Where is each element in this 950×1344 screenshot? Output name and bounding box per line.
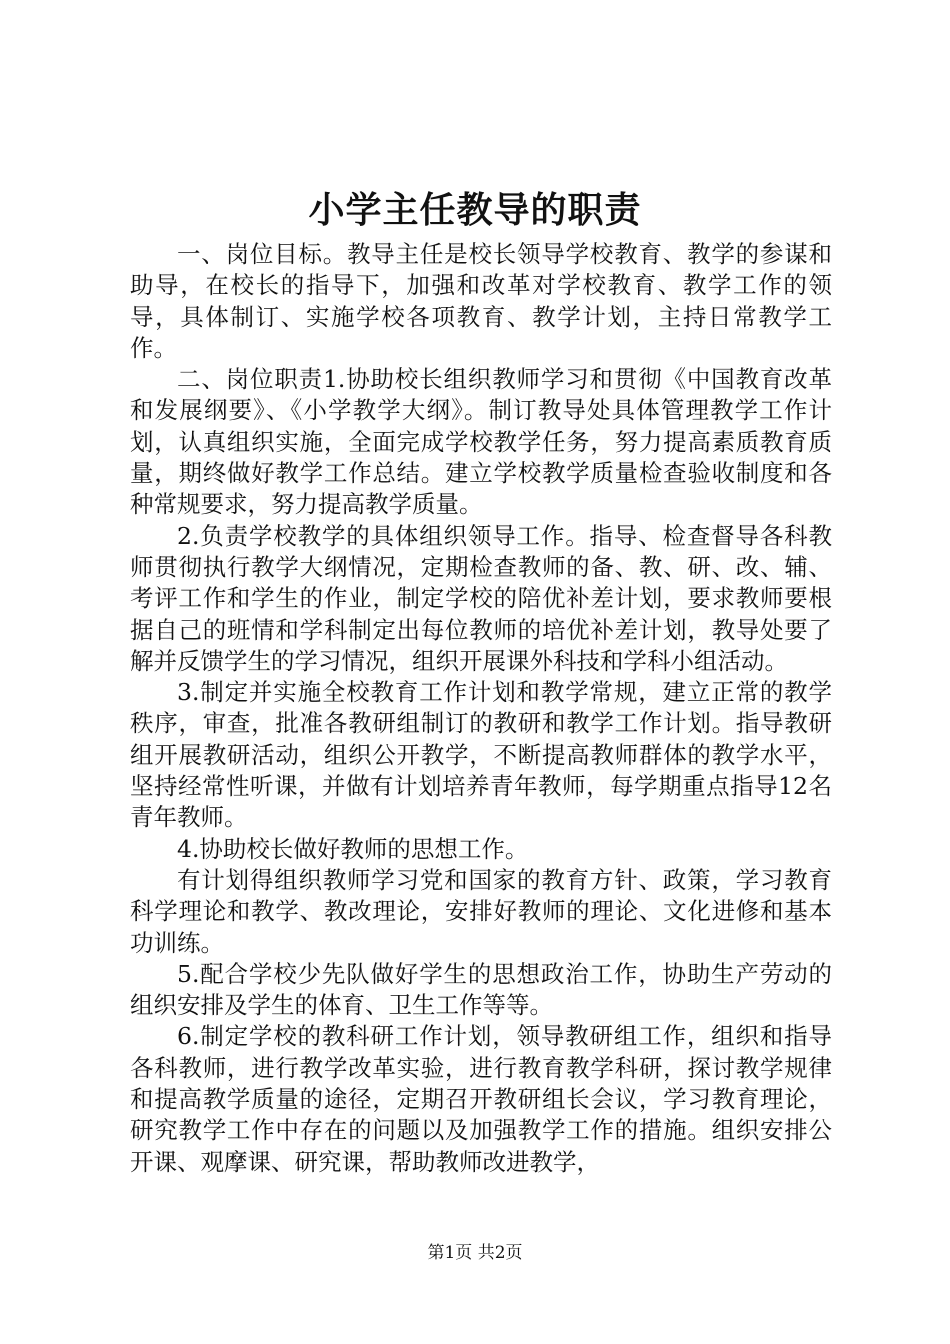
paragraph-duty-2: 2.负责学校教学的具体组织领导工作。指导、检查督导各科教师贯彻执行教学大纲情况，定期检查教师的备、教、研、改、辅、考评工作和学生的作业，制定学校的陪优补差计划，要求教师要根据自己的班情和学科制定出每位教师的培优补差计划，教导处要了解并反馈学生的学习情况，组织开展课外科技和学科小组活动。 [130,521,832,675]
paragraph-duty-6: 6.制定学校的教科研工作计划，领导教研组工作，组织和指导各科教师，进行教学改革实验，进行教育教学科研，探讨教学规律和提高教学质量的途径，定期召开教研组长会议，学习教育理论，研究教学工作中存在的问题以及加强教学工作的措施。组织安排公开课、观摩课、研究课，帮助教师改进教学， [130,1022,832,1176]
paragraph-duty-1: 二、岗位职责1.协助校长组织教师学习和贯彻《中国教育改革和发展纲要》、《小学教学大纲》。制订教导处具体管理教学工作计划，认真组织实施，全面完成学校教学任务，努力提高素质教育质量，期终做好教学工作总结。建立学校教学质量检查验收制度和各种常规要求，努力提高教学质量。 [130,365,832,519]
paragraph-duty-4-detail: 有计划得组织教师学习党和国家的教育方针、政策，学习教育科学理论和教学、教改理论，安排好教师的理论、文化进修和基本功训练。 [130,865,832,957]
document-body [130,239,832,1178]
paragraph-job-goal: 一、岗位目标。教导主任是校长领导学校教育、教学的参谋和助导，在校长的指导下，加强和改革对学校教育、教学工作的领导，具体制订、实施学校各项教育、教学计划，主持日常教学工作。 [130,240,832,362]
paragraph-duty-5: 5.配合学校少先队做好学生的思想政治工作，协助生产劳动的组织安排及学生的体育、卫生工作等等。 [130,959,832,1020]
paragraph-duty-4: 4.协助校长做好教师的思想工作。 [177,834,529,863]
page-indicator: 第1页 共2页 [427,1243,523,1263]
document-title: 小学主任教导的职责 [308,189,642,231]
paragraph-duty-3: 3.制定并实施全校教育工作计划和教学常规，建立正常的教学秩序，审查，批准各教研组制订的教研和教学工作计划。指导教研组开展教研活动，组织公开教学，不断提高教师群体的教学水平，坚持经常性听课，并做有计划培养青年教师，每学期重点指导12名青年教师。 [130,678,832,832]
